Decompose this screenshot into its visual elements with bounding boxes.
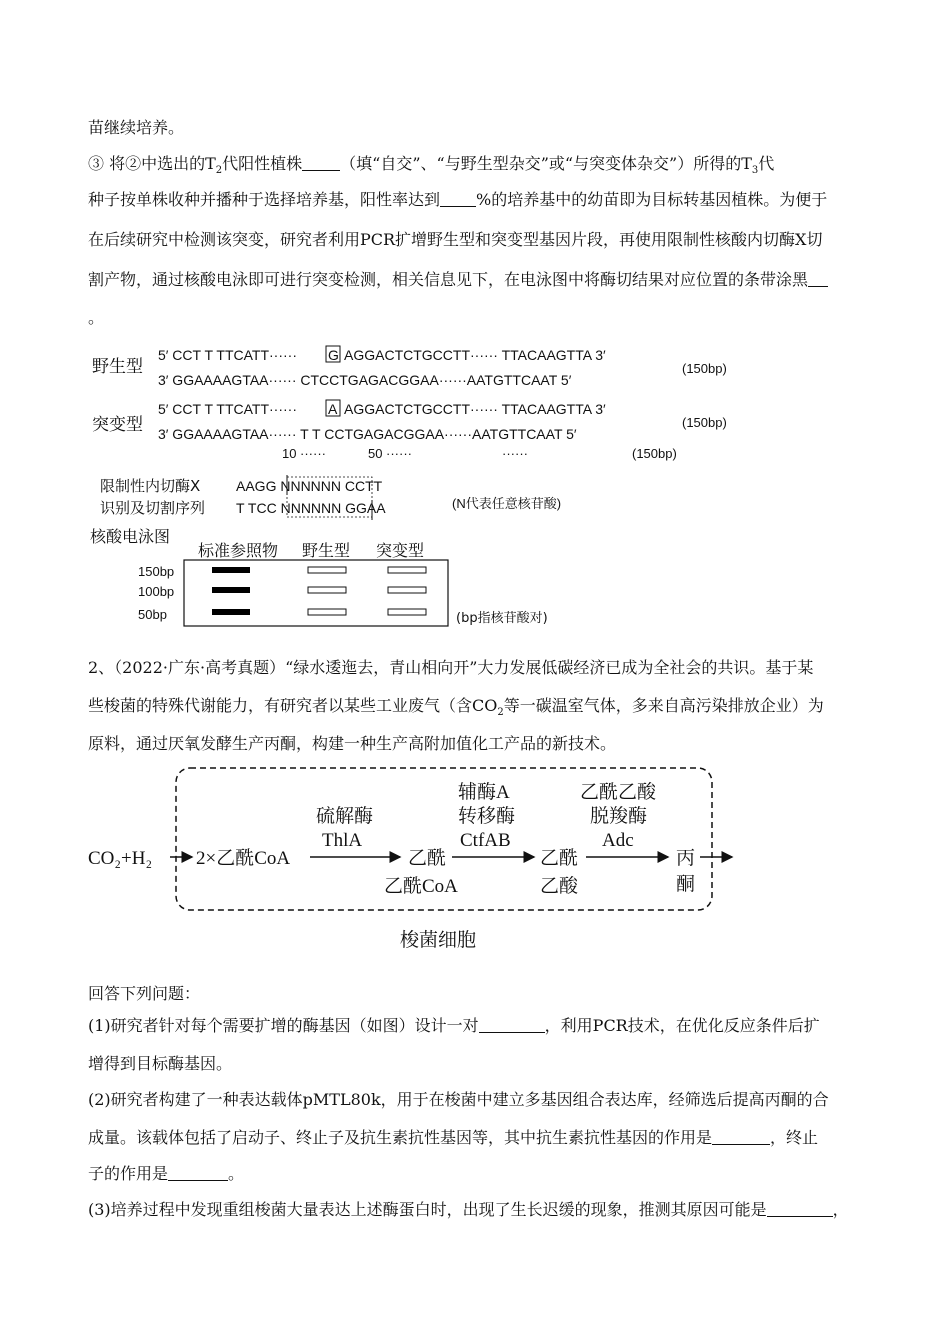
question-2-stem: 2、（2022·广东·高考真题）“绿水逶迤去，青山相向开”大力发展低碳经济已成为全社会的共识。基于某 xyxy=(88,658,814,677)
text-line: 。 xyxy=(88,308,105,327)
intermediate-2-line1: 乙酰 xyxy=(540,848,579,869)
enzyme-3-name: 乙酰乙酸 xyxy=(580,782,657,803)
gel-lane-label-mutant: 突变型 xyxy=(376,541,425,560)
sub-question-3: (3)培养过程中发现重组梭菌大量表达上述酶蛋白时，出现了生长迟缓的现象，推测其原因可能是 ， xyxy=(88,1200,849,1219)
wild-top-strand-a: 5′ CCT T TTCATT······ xyxy=(158,347,297,363)
sub-question-1: (1)研究者针对每个需要扩增的酶基因（如图）设计一对 ，利用PCR技术，在优化反应条件后扩 xyxy=(88,1016,820,1035)
question-item-3: ③ 将②中选出的$T_2$代阳性植株 （填“自交”、“与野生型杂交”或“与突变体杂交”）所得的$T_3$代 xyxy=(88,154,775,177)
answer-blank[interactable] xyxy=(712,1128,770,1145)
text-line: 些梭菌的特殊代谢能力，有研究者以某些工业废气（含$CO_2$等一碳温室气体，多来自高污染排放企业）为 xyxy=(88,696,824,719)
text-line: 苗继续培养。 xyxy=(88,118,185,137)
gel-note: (bp指核苷酸对) xyxy=(456,611,548,626)
position-50: 50 xyxy=(368,446,383,461)
mutant-top-strand-b: AGGACTCTGCCTT······ TTACAAGTTA 3′ xyxy=(344,401,606,417)
enzyme-2-type: 转移酶 xyxy=(458,806,516,827)
gel-marker-150: 150bp xyxy=(138,564,175,579)
wild-length: (150bp) xyxy=(682,361,727,376)
position-10: 10 xyxy=(282,446,297,461)
enzyme-label-line1: 限制性内切酶X xyxy=(100,477,201,495)
intermediate-1-line2: 乙酰CoA xyxy=(384,876,458,897)
mutant-length: (150bp) xyxy=(682,415,727,430)
site-top-strand: AAGG NNNNNN CCTT xyxy=(236,478,383,494)
gel-lane-label-wild: 野生型 xyxy=(302,541,351,560)
position-dots: ······ xyxy=(386,446,412,461)
answer-blank[interactable] xyxy=(767,1200,833,1217)
intermediate-2-line2: 乙酸 xyxy=(540,876,579,897)
enzyme-3-code: Adc xyxy=(602,830,634,851)
product-line2: 酮 xyxy=(676,874,696,895)
enzyme-1-code: ThlA xyxy=(322,830,363,851)
sub-question-2: (2)研究者构建了一种表达载体pMTL80k，用于在梭菌中建立多基因组合表达库，经筛选后提高丙酮的合 xyxy=(88,1090,829,1109)
pathway-input: CO₂+H₂ xyxy=(88,848,153,869)
mutant-bottom-strand: 3′ GGAAAAGTAA······ T T CCTGAGACGGAA······AATGTTCAAT 5′ xyxy=(158,426,577,442)
text-line: 割产物，通过核酸电泳即可进行突变检测，相关信息见下，在电泳图中将酶切结果对应位置的条带涂黑 xyxy=(88,270,828,290)
gel-lane-label-standard: 标准参照物 xyxy=(198,541,279,560)
position-dots: ······ xyxy=(300,446,326,461)
text-line: 在后续研究中检测该突变，研究者利用PCR扩增野生型和突变型基因片段，再使用限制性核酸内切酶X切 xyxy=(88,230,823,249)
position-dots: ······ xyxy=(502,446,528,461)
site-note: (N代表任意核苷酸) xyxy=(452,496,562,511)
text-line: 种子按单株收种并播种于选择培养基，阳性率达到 %的培养基中的幼苗即为目标转基因植株。为便于 xyxy=(88,190,828,209)
text-line: 原料，通过厌氧发酵生产丙酮，构建一种生产高附加值化工产品的新技术。 xyxy=(88,734,617,753)
answer-blank[interactable] xyxy=(479,1016,545,1033)
enzyme-1-name: 硫解酶 xyxy=(316,806,374,827)
cell-label: 梭菌细胞 xyxy=(400,929,477,951)
product-line1: 丙 xyxy=(676,848,696,869)
text-line: 增得到目标酶基因。 xyxy=(88,1054,233,1073)
acetyl-coa: 2×乙酰CoA xyxy=(196,848,291,869)
answer-prompt: 回答下列问题： xyxy=(88,984,201,1003)
enzyme-2-code: CtfAB xyxy=(460,830,511,851)
intermediate-1-line1: 乙酰 xyxy=(408,848,447,869)
text-line: 成量。该载体包括了启动子、终止子及抗生素抗性基因等，其中抗生素抗性基因的作用是 ，终止 xyxy=(88,1128,819,1147)
answer-blank[interactable] xyxy=(168,1164,228,1181)
mutant-top-strand-a: 5′ CCT T TTCATT······ xyxy=(158,401,297,417)
wild-type-label: 野生型 xyxy=(92,357,143,377)
site-bottom-strand: T TCC NNNNNN GGAA xyxy=(236,500,386,516)
enzyme-3-type: 脱羧酶 xyxy=(590,806,648,827)
mutant-top-box-base: A xyxy=(328,401,338,417)
position-150: (150bp) xyxy=(632,446,677,461)
wild-top-strand-b: AGGACTCTGCCTT······ TTACAAGTTA 3′ xyxy=(344,347,606,363)
gel-marker-50: 50bp xyxy=(138,607,167,622)
wild-bottom-strand: 3′ GGAAAAGTAA······ CTCCTGAGACGGAA······AATGTTCAAT 5′ xyxy=(158,372,572,388)
enzyme-label-line2: 识别及切割序列 xyxy=(100,499,206,517)
gel-title: 核酸电泳图 xyxy=(90,527,171,546)
enzyme-2-name: 辅酶A xyxy=(458,782,510,803)
text-line: 子的作用是 。 xyxy=(88,1164,245,1183)
wild-top-box-base: G xyxy=(328,347,339,363)
mutant-label: 突变型 xyxy=(92,415,143,435)
gel-marker-100: 100bp xyxy=(138,584,175,599)
